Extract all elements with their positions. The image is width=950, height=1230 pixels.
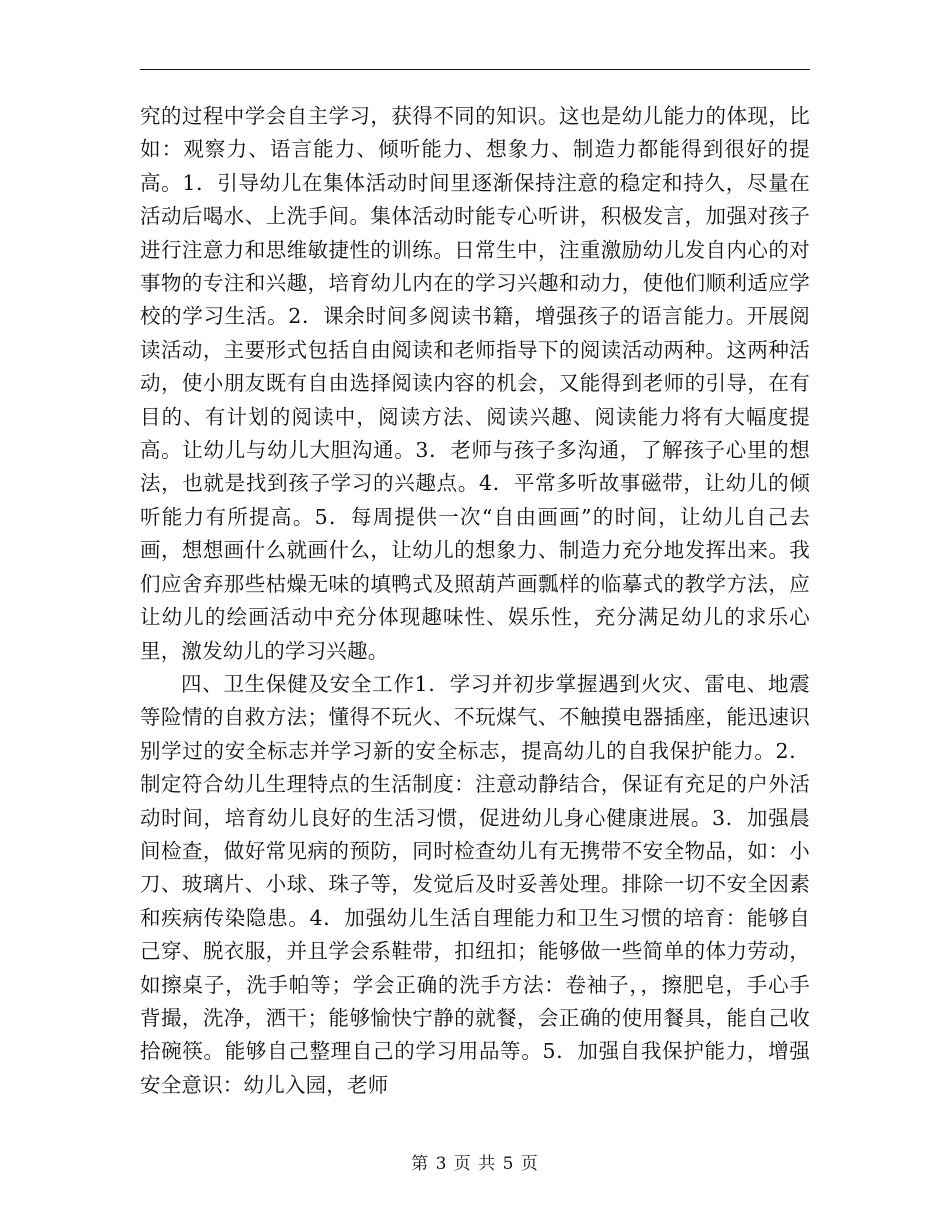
paragraph-education: 究的过程中学会自主学习，获得不同的知识。这也是幼儿能力的体现，比如：观察力、语言能力、倾听能力、想象力、制造力都能得到很好的提高。1．引导幼儿在集体活动时间里逐渐保持注意的稳定和持久，尽量在活动后喝水、上洗手间。集体活动时能专心听讲，积极发言，加强对孩子进行注意力和思维敏捷性的训练。日常生中，注重激励幼儿发自内心的对事物的专注和兴趣，培育幼儿内在的学习兴趣和动力，使他们顺利适应学校的学习生活。2．课余时间多阅读书籍，增强孩子的语言能力。开展阅读活动，主要形式包括自由阅读和老师指导下的阅读活动两种。这两种活动，使小朋友既有自由选择阅读内容的机会，又能得到老师的引导，在有目的、有计划的阅读中，阅读方法、阅读兴趣、阅读能力将有大幅度提高。让幼儿与幼儿大胆沟通。3．老师与孩子多沟通，了解孩子心里的想法，也就是找到孩子学习的兴趣点。4．平常多听故事磁带，让幼儿的倾听能力有所提高。5．每周提供一次“自由画画”的时间，让幼儿自己去画，想想画什么就画什么，让幼儿的想象力、制造力充分地发挥出来。我们应舍弃那些枯燥无味的填鸭式及照葫芦画瓢样的临摹式的教学方法，应让幼儿的绘画活动中充分体现趣味性、娱乐性，充分满足幼儿的求乐心里，激发幼儿的学习兴趣。 xyxy=(140,104,810,663)
document-body xyxy=(140,100,810,1102)
paragraph-health-safety: 四、卫生保健及安全工作1．学习并初步掌握遇到火灾、雷电、地震等险情的自救方法；懂得不玩火、不玩煤气、不触摸电器插座，能迅速识别学过的安全标志并学习新的安全标志，提高幼儿的自我保护能力。2．制定符合幼儿生理特点的生活制度：注意动静结合，保证有充足的户外活动时间，培育幼儿良好的生活习惯，促进幼儿身心健康进展。3．加强晨间检查，做好常见病的预防，同时检查幼儿有无携带不安全物品，如：小刀、玻璃片、小球、珠子等，发觉后及时妥善处理。排除一切不安全因素和疾病传染隐患。4．加强幼儿生活自理能力和卫生习惯的培育：能够自己穿、脱衣服，并且学会系鞋带，扣纽扣；能够做一些简单的体力劳动，如擦桌子，洗手帕等；学会正确的洗手方法：卷袖子，，擦肥皂，手心手背撮，洗净，洒干；能够愉快宁静的就餐，会正确的使用餐具，能自己收拾碗筷。能够自己整理自己的学习用品等。5．加强自我保护能力，增强安全意识：幼儿入园，老师 xyxy=(140,671,810,1097)
page-number-footer: 第 3 页 共 5 页 xyxy=(411,1154,539,1174)
header-rule xyxy=(140,69,810,70)
